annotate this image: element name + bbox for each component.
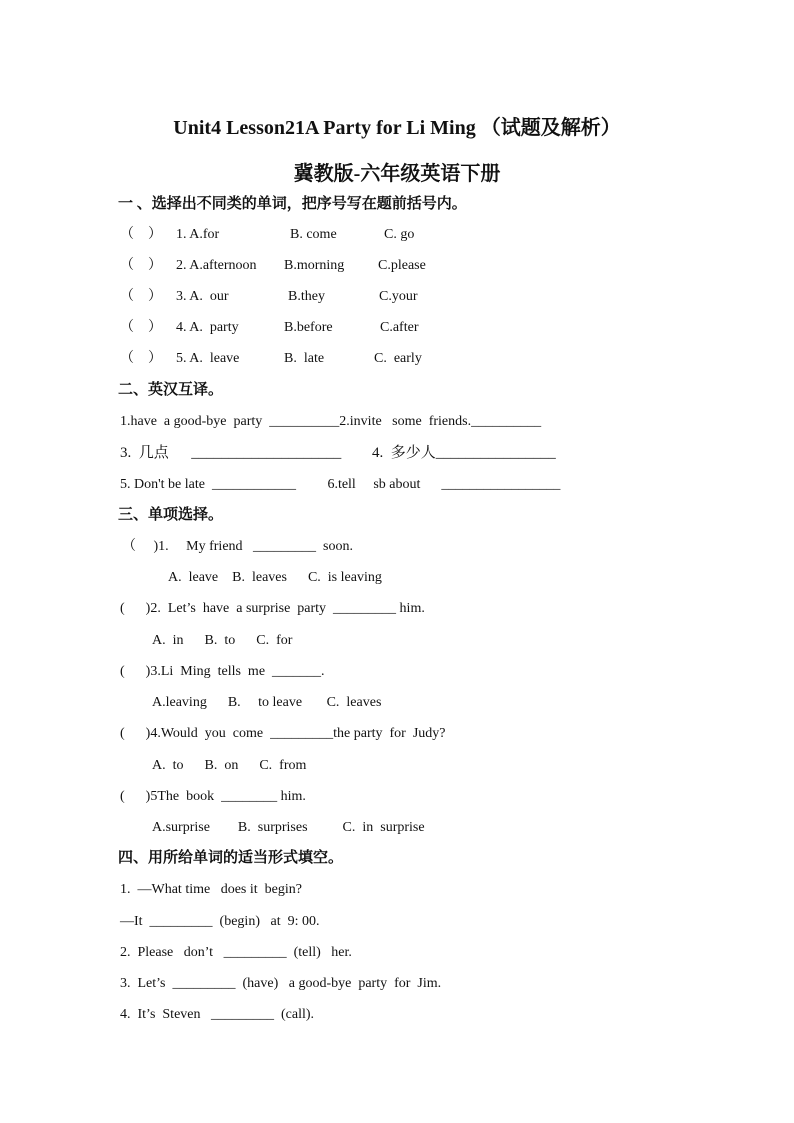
section-4-heading: 四、用所给单词的适当形式填空。 <box>118 850 344 866</box>
fill-line-4: 3. Let’s _________ (have) a good-bye party for Jim. <box>120 976 442 991</box>
document-title: Unit4 Lesson21A Party for Li Ming （试题及解析） <box>173 117 621 139</box>
option-c: C. go <box>384 227 415 242</box>
answer-paren: （ ） <box>120 320 162 335</box>
answer-paren: （ ） <box>120 227 162 242</box>
translation-line-2b: 4. 多少人________________ <box>372 445 556 461</box>
fill-line-3: 2. Please don’t _________ (tell) her. <box>120 945 352 960</box>
option-b: B.before <box>284 320 333 335</box>
fill-line-2: —It _________ (begin) at 9: 00. <box>120 914 320 929</box>
section-2-heading: 二、英汉互译。 <box>118 382 224 398</box>
option-b: B. late <box>284 351 325 366</box>
option-a: 1. A.for <box>176 227 220 242</box>
translation-line-2a: 3. 几点 ____________________ <box>120 445 342 461</box>
option-a: 3. A. our <box>176 289 229 304</box>
option-a: 2. A.afternoon <box>176 258 257 273</box>
section-1-heading: 一 、选择出不同类的单词，把序号写在题前括号内。 <box>118 196 467 212</box>
translation-line-3: 5. Don't be late ____________ 6.tell sb about _________________ <box>120 477 561 492</box>
question-5-options: A.surprise B. surprises C. in surprise <box>152 820 425 835</box>
question-2: ( )2. Let’s have a surprise party _________ him. <box>120 601 425 616</box>
option-b: B.they <box>288 289 325 304</box>
question-4: ( )4.Would you come _________the party for Judy? <box>120 726 446 741</box>
fill-line-5: 4. It’s Steven _________ (call). <box>120 1007 315 1022</box>
option-a: 4. A. party <box>176 320 239 335</box>
document-subtitle: 冀教版-六年级英语下册 <box>293 163 501 185</box>
option-b: B. come <box>290 227 337 242</box>
question-3: ( )3.Li Ming tells me _______. <box>120 664 325 679</box>
question-1: （ )1. My friend _________ soon. <box>122 539 353 554</box>
fill-line-1: 1. —What time does it begin? <box>120 882 302 897</box>
option-a: 5. A. leave <box>176 351 240 366</box>
question-1-options: A. leave B. leaves C. is leaving <box>168 570 382 585</box>
section-3-heading: 三、单项选择。 <box>118 507 224 523</box>
answer-paren: （ ） <box>120 258 162 273</box>
question-2-options: A. in B. to C. for <box>152 633 293 648</box>
answer-paren: （ ） <box>120 351 162 366</box>
answer-paren: （ ） <box>120 289 162 304</box>
option-c: C. early <box>374 351 422 366</box>
option-c: C.please <box>378 258 426 273</box>
translation-line-1: 1.have a good-bye party __________2.invite some friends.__________ <box>120 414 542 429</box>
option-c: C.your <box>379 289 418 304</box>
question-5: ( )5The book ________ him. <box>120 789 306 804</box>
question-3-options: A.leaving B. to leave C. leaves <box>152 695 382 710</box>
question-4-options: A. to B. on C. from <box>152 758 307 773</box>
option-b: B.morning <box>284 258 345 273</box>
option-c: C.after <box>380 320 419 335</box>
